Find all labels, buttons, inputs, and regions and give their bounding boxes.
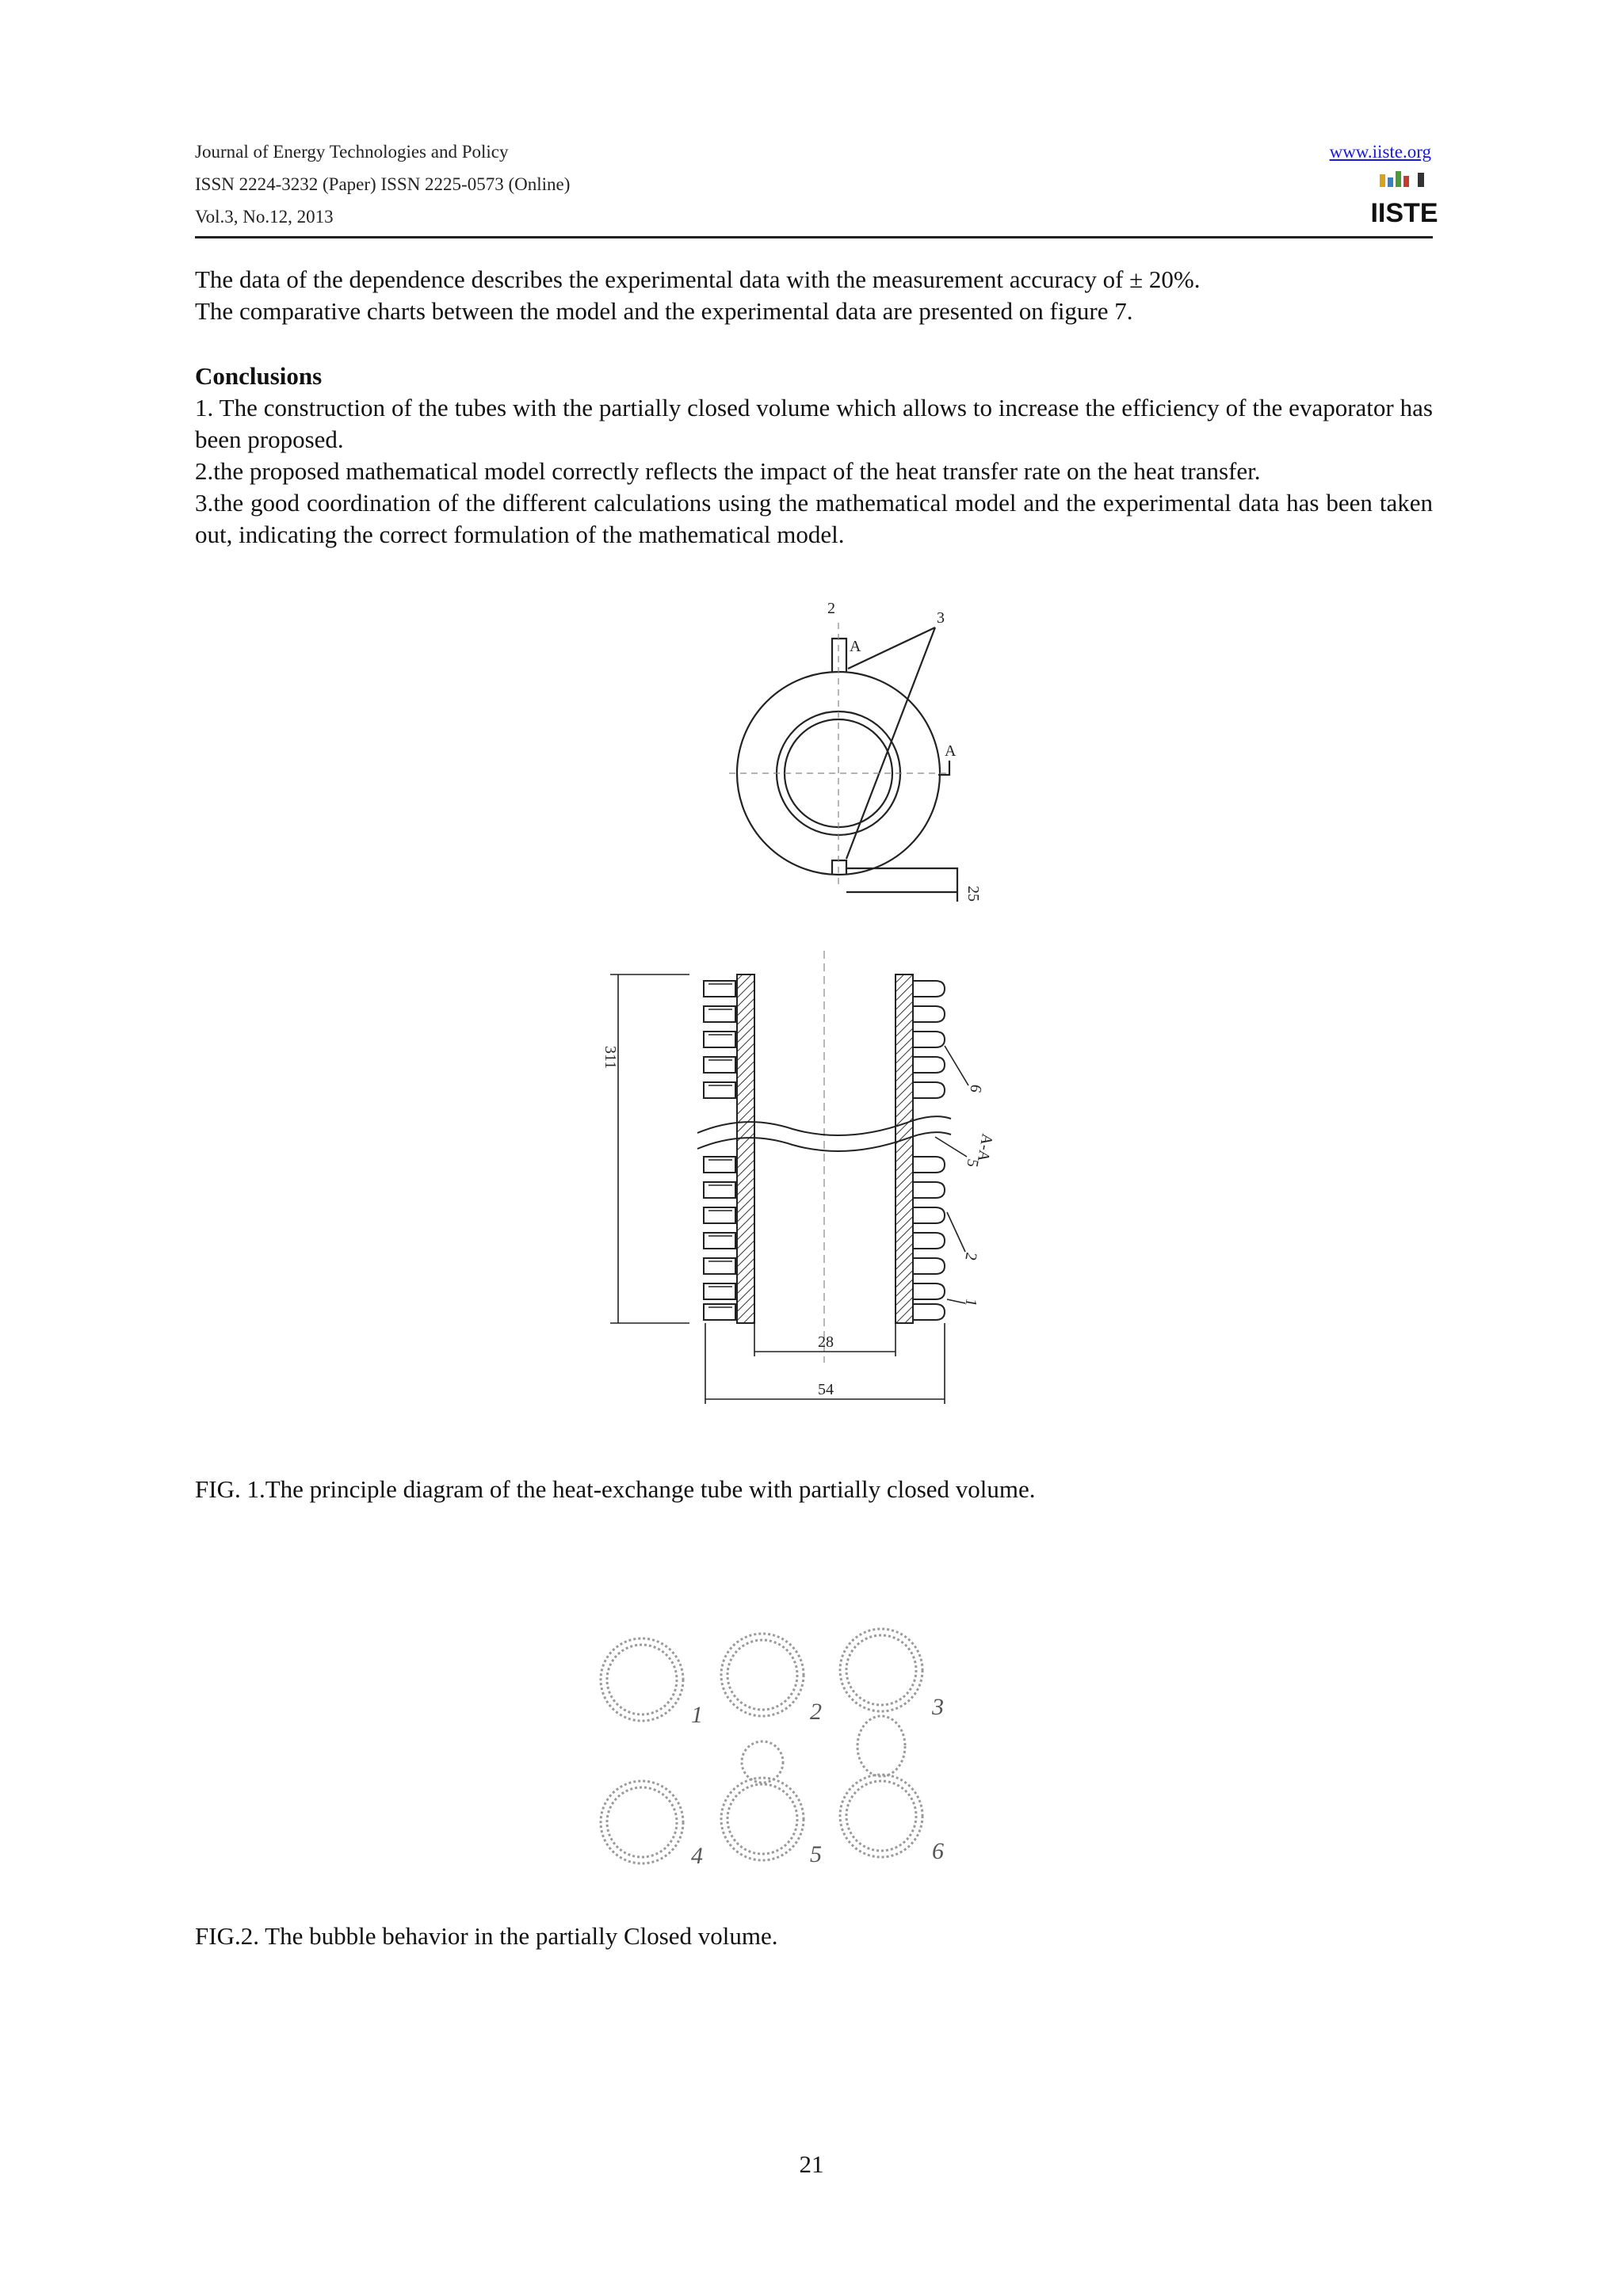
journal-volume: Vol.3, No.12, 2013: [195, 207, 334, 227]
logo-bar-yellow: [1380, 174, 1385, 187]
stage-1-ring: [601, 1638, 683, 1721]
stage-5-ring-inner: [727, 1784, 797, 1854]
callout-6: 6: [966, 1083, 985, 1094]
stage-label-6: 6: [932, 1838, 944, 1864]
figure2-caption: FIG.2. The bubble behavior in the partially Closed volume.: [195, 1922, 778, 1950]
stage-label-5: 5: [810, 1841, 822, 1867]
leader-5: [935, 1137, 967, 1157]
figure1-caption: FIG. 1.The principle diagram of the heat-exchange tube with partially closed volume.: [195, 1475, 1036, 1503]
left-wall-hatched: [737, 974, 754, 1323]
logo-bar-green: [1396, 171, 1401, 187]
leader-2: [947, 1212, 965, 1252]
stage-label-4: 4: [691, 1843, 703, 1869]
stage-3-ring-inner: [846, 1635, 916, 1705]
conclusion-item-2: 2.the proposed mathematical model correctly reflects the impact of the heat transfer rate on the heat transfer.: [195, 457, 1261, 485]
fig1-cross-section-drawing: [689, 591, 991, 903]
slot-bottom: [832, 860, 846, 875]
journal-issn: ISSN 2224-3232 (Paper) ISSN 2225-0573 (Online): [195, 174, 571, 194]
callout-5: 5: [963, 1158, 982, 1169]
dim-25-label: 25: [964, 886, 982, 902]
journal-title: Journal of Energy Technologies and Policy: [195, 142, 509, 162]
header-rule: [195, 236, 1433, 238]
page-number: 21: [799, 2150, 824, 2178]
fig2-bubble-behavior-drawing: [579, 1577, 975, 1894]
callout-3: 3: [937, 609, 945, 627]
conclusions-section: [195, 360, 1433, 551]
fig1-longitudinal-section-drawing: [586, 951, 1046, 1442]
iiste-logo: [1370, 170, 1438, 231]
section-a-top: A: [850, 638, 861, 655]
stage-1-ring-inner: [607, 1645, 677, 1714]
dim-311-label: 311: [601, 1046, 619, 1070]
para-line-1: The data of the dependence describes the experimental data with the measurement accuracy of ± 20%.: [195, 265, 1201, 293]
callout-2b: 2: [961, 1251, 980, 1262]
leader-6: [945, 1046, 968, 1085]
journal-url-link[interactable]: www.iiste.org: [1329, 142, 1431, 162]
slot-top: [832, 639, 846, 672]
callout-1: 1: [961, 1297, 980, 1308]
stage-label-1: 1: [691, 1702, 703, 1728]
stage-5-bubble: [742, 1741, 783, 1783]
dependence-paragraph: [195, 264, 1433, 327]
stage-4-ring: [601, 1781, 683, 1863]
dim-25-bracket: [846, 868, 957, 902]
stage-3-ring: [840, 1629, 922, 1711]
logo-bar-red: [1403, 176, 1409, 187]
logo-bar-dark: [1418, 173, 1424, 187]
stage-label-3: 3: [932, 1694, 944, 1720]
conclusion-item-1: 1. The construction of the tubes with the partially closed volume which allows to increase the efficiency of the evaporator has been proposed.: [195, 394, 1433, 453]
conclusion-item-3: 3.the good coordination of the different calculations using the mathematical model and the experimental data has been taken out, indicating the correct formulation of the mathematical model.: [195, 489, 1433, 548]
para-line-2: The comparative charts between the model and the experimental data are presented on figure 7.: [195, 297, 1133, 325]
dim-28-label: 28: [818, 1333, 834, 1351]
right-fins: [913, 981, 945, 1320]
section-aa-label: A-A: [973, 1132, 996, 1163]
stage-6-ring-inner: [846, 1781, 916, 1851]
stage-5-ring: [721, 1778, 804, 1860]
stage-4-ring-inner: [607, 1787, 677, 1857]
callout-2: 2: [827, 600, 835, 617]
stage-6-ring: [840, 1775, 922, 1857]
conclusions-heading: Conclusions: [195, 362, 323, 390]
stage-2-ring-inner: [727, 1640, 797, 1710]
left-fins: [704, 981, 735, 1320]
dim-54-label: 54: [818, 1381, 834, 1398]
stage-2-ring: [721, 1634, 804, 1716]
stage-label-2: 2: [810, 1699, 822, 1725]
stage-6-bubble: [857, 1716, 905, 1776]
logo-wordmark: IISTE: [1370, 198, 1438, 228]
right-wall-hatched: [896, 974, 913, 1323]
section-a-right: A: [945, 742, 957, 760]
logo-bar-blue: [1388, 177, 1393, 187]
